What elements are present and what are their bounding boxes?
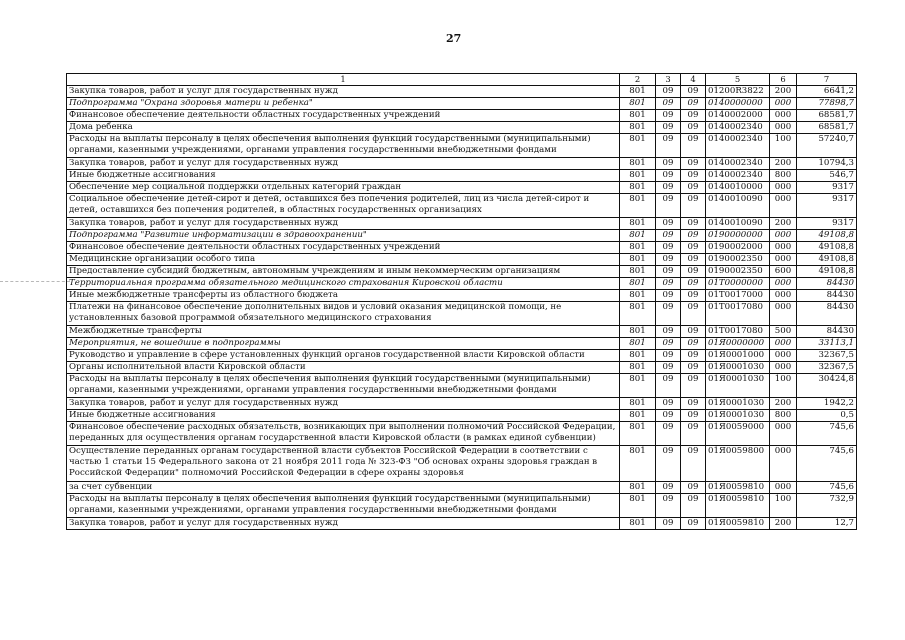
ministry-code-cell: 801 — [620, 254, 656, 266]
amount-cell: 30424,8 — [797, 374, 857, 398]
expenditure-name-cell: Подпрограмма "Развитие информатизации в здравоохранении" — [67, 230, 620, 242]
ministry-code-cell: 801 — [620, 98, 656, 110]
amount-cell: 84430 — [797, 278, 857, 290]
target-article-cell: 0190002350 — [706, 266, 770, 278]
ministry-code-cell: 801 — [620, 110, 656, 122]
expenditure-name-cell: Территориальная программа обязательного медицинского страхования Кировской области — [67, 278, 620, 290]
expenditure-name-cell: Предоставление субсидий бюджетным, автономным учреждениям и иным некоммерческим организациям — [67, 266, 620, 278]
subsection-code-cell: 09 — [681, 302, 706, 326]
section-code-cell: 09 — [656, 482, 681, 494]
section-code-cell: 09 — [656, 182, 681, 194]
subsection-code-cell: 09 — [681, 98, 706, 110]
table-row — [67, 242, 857, 254]
table-row — [67, 302, 857, 326]
subsection-code-cell: 09 — [681, 278, 706, 290]
section-code-cell: 09 — [656, 242, 681, 254]
section-code-cell: 09 — [656, 398, 681, 410]
subsection-code-cell: 09 — [681, 122, 706, 134]
expense-type-cell: 000 — [770, 110, 797, 122]
ministry-code-cell: 801 — [620, 518, 656, 530]
table-row — [67, 518, 857, 530]
amount-cell: 1942,2 — [797, 398, 857, 410]
subsection-code-cell: 09 — [681, 110, 706, 122]
amount-cell: 32367,5 — [797, 362, 857, 374]
section-code-cell: 09 — [656, 86, 681, 98]
ministry-code-cell: 801 — [620, 350, 656, 362]
expenditure-name-cell: Межбюджетные трансферты — [67, 326, 620, 338]
expenditure-name-cell: Финансовое обеспечение деятельности областных государственных учреждений — [67, 110, 620, 122]
table-row — [67, 266, 857, 278]
target-article-cell: 01200R3822 — [706, 86, 770, 98]
target-article-cell: 0140002340 — [706, 134, 770, 158]
expenditure-name-cell: Закупка товаров, работ и услуг для государственных нужд — [67, 158, 620, 170]
target-article-cell: 0140002340 — [706, 122, 770, 134]
section-code-cell: 09 — [656, 218, 681, 230]
subsection-code-cell: 09 — [681, 230, 706, 242]
expenditure-name-cell: Мероприятия, не вошедшие в подпрограммы — [67, 338, 620, 350]
ministry-code-cell: 801 — [620, 374, 656, 398]
expenditure-name-cell: Закупка товаров, работ и услуг для государственных нужд — [67, 218, 620, 230]
section-code-cell: 09 — [656, 170, 681, 182]
ministry-code-cell: 801 — [620, 170, 656, 182]
amount-cell: 57240,7 — [797, 134, 857, 158]
expenditure-name-cell: Иные межбюджетные трансферты из областного бюджета — [67, 290, 620, 302]
expenditure-name-cell: Расходы на выплаты персоналу в целях обеспечения выполнения функций государственными (муниципальными) органами, казенными учреждениями, органами управления государственными внебюджетными фондами — [67, 134, 620, 158]
section-code-cell: 09 — [656, 518, 681, 530]
ministry-code-cell: 801 — [620, 494, 656, 518]
ministry-code-cell: 801 — [620, 290, 656, 302]
expenditure-name-cell: Закупка товаров, работ и услуг для государственных нужд — [67, 86, 620, 98]
expenditure-name-cell: Финансовое обеспечение деятельности областных государственных учреждений — [67, 242, 620, 254]
table-row — [67, 182, 857, 194]
table-row — [67, 338, 857, 350]
ministry-code-cell: 801 — [620, 242, 656, 254]
subsection-code-cell: 09 — [681, 218, 706, 230]
amount-cell: 33113,1 — [797, 338, 857, 350]
amount-cell: 9317 — [797, 194, 857, 218]
target-article-cell: 0140002340 — [706, 158, 770, 170]
table-row — [67, 122, 857, 134]
ministry-code-cell: 801 — [620, 194, 656, 218]
section-code-cell: 09 — [656, 110, 681, 122]
amount-cell: 546,7 — [797, 170, 857, 182]
amount-cell: 49108,8 — [797, 242, 857, 254]
table-row — [67, 158, 857, 170]
ministry-code-cell: 801 — [620, 362, 656, 374]
section-code-cell: 09 — [656, 350, 681, 362]
column-header-4: 4 — [681, 74, 706, 86]
expenditure-name-cell: Обеспечение мер социальной поддержки отдельных категорий граждан — [67, 182, 620, 194]
amount-cell: 68581,7 — [797, 122, 857, 134]
expenditure-name-cell: Руководство и управление в сфере установленных функций органов государственной власти Кировской области — [67, 350, 620, 362]
target-article-cell: 01Я0001030 — [706, 398, 770, 410]
expenditure-name-cell: Расходы на выплаты персоналу в целях обеспечения выполнения функций государственными (муниципальными) органами, казенными учреждениями, органами управления государственными внебюджетными фондами — [67, 374, 620, 398]
expense-type-cell: 000 — [770, 446, 797, 482]
expenditure-name-cell: Иные бюджетные ассигнования — [67, 170, 620, 182]
expense-type-cell: 600 — [770, 266, 797, 278]
amount-cell: 9317 — [797, 182, 857, 194]
column-header-3: 3 — [656, 74, 681, 86]
target-article-cell: 0190002350 — [706, 254, 770, 266]
amount-cell: 77898,7 — [797, 98, 857, 110]
ministry-code-cell: 801 — [620, 278, 656, 290]
section-code-cell: 09 — [656, 422, 681, 446]
target-article-cell: 01Я0001030 — [706, 374, 770, 398]
amount-cell: 84430 — [797, 290, 857, 302]
ministry-code-cell: 801 — [620, 338, 656, 350]
expense-type-cell: 000 — [770, 350, 797, 362]
table-row — [67, 110, 857, 122]
amount-cell: 49108,8 — [797, 230, 857, 242]
section-code-cell: 09 — [656, 230, 681, 242]
subsection-code-cell: 09 — [681, 338, 706, 350]
subsection-code-cell: 09 — [681, 362, 706, 374]
expense-type-cell: 000 — [770, 194, 797, 218]
expense-type-cell: 100 — [770, 134, 797, 158]
table-row — [67, 86, 857, 98]
expense-type-cell: 000 — [770, 338, 797, 350]
expense-type-cell: 000 — [770, 230, 797, 242]
expense-type-cell: 200 — [770, 518, 797, 530]
target-article-cell: 0140002000 — [706, 110, 770, 122]
ministry-code-cell: 801 — [620, 410, 656, 422]
subsection-code-cell: 09 — [681, 350, 706, 362]
subsection-code-cell: 09 — [681, 446, 706, 482]
subsection-code-cell: 09 — [681, 242, 706, 254]
column-header-1: 1 — [67, 74, 620, 86]
expenditure-name-cell: Подпрограмма "Охрана здоровья матери и ребенка" — [67, 98, 620, 110]
target-article-cell: 0190000000 — [706, 230, 770, 242]
target-article-cell: 0190002000 — [706, 242, 770, 254]
target-article-cell: 01T0017080 — [706, 302, 770, 326]
expense-type-cell: 000 — [770, 242, 797, 254]
table-row — [67, 326, 857, 338]
target-article-cell: 01Я0059000 — [706, 422, 770, 446]
column-header-7: 7 — [797, 74, 857, 86]
expense-type-cell: 800 — [770, 410, 797, 422]
expenditure-name-cell: Органы исполнительной власти Кировской области — [67, 362, 620, 374]
amount-cell: 745,6 — [797, 482, 857, 494]
target-article-cell: 01Я0001000 — [706, 350, 770, 362]
subsection-code-cell: 09 — [681, 266, 706, 278]
subsection-code-cell: 09 — [681, 182, 706, 194]
expense-type-cell: 000 — [770, 362, 797, 374]
table-row — [67, 134, 857, 158]
table-row — [67, 278, 857, 290]
expenditure-name-cell: за счет субвенции — [67, 482, 620, 494]
section-code-cell: 09 — [656, 362, 681, 374]
table-row — [67, 350, 857, 362]
expense-type-cell: 000 — [770, 422, 797, 446]
section-code-cell: 09 — [656, 446, 681, 482]
column-header-5: 5 — [706, 74, 770, 86]
section-code-cell: 09 — [656, 122, 681, 134]
amount-cell: 9317 — [797, 218, 857, 230]
section-code-cell: 09 — [656, 278, 681, 290]
ministry-code-cell: 801 — [620, 422, 656, 446]
amount-cell: 49108,8 — [797, 254, 857, 266]
page-number: 27 — [446, 32, 462, 45]
scan-artifact-line — [0, 281, 70, 282]
target-article-cell: 01T0000000 — [706, 278, 770, 290]
table-header-row — [67, 74, 857, 86]
target-article-cell: 0140010090 — [706, 194, 770, 218]
target-article-cell: 0140010090 — [706, 218, 770, 230]
amount-cell: 0,5 — [797, 410, 857, 422]
expenditure-name-cell: Дома ребенка — [67, 122, 620, 134]
table-row — [67, 254, 857, 266]
ministry-code-cell: 801 — [620, 326, 656, 338]
table-row — [67, 170, 857, 182]
amount-cell: 49108,8 — [797, 266, 857, 278]
table-row — [67, 446, 857, 482]
subsection-code-cell: 09 — [681, 134, 706, 158]
section-code-cell: 09 — [656, 134, 681, 158]
target-article-cell: 01T0017080 — [706, 326, 770, 338]
expense-type-cell: 100 — [770, 494, 797, 518]
ministry-code-cell: 801 — [620, 182, 656, 194]
expense-type-cell: 000 — [770, 302, 797, 326]
expense-type-cell: 800 — [770, 170, 797, 182]
amount-cell: 6641,2 — [797, 86, 857, 98]
target-article-cell: 01Я0000000 — [706, 338, 770, 350]
section-code-cell: 09 — [656, 194, 681, 218]
ministry-code-cell: 801 — [620, 302, 656, 326]
subsection-code-cell: 09 — [681, 482, 706, 494]
subsection-code-cell: 09 — [681, 290, 706, 302]
expense-type-cell: 200 — [770, 398, 797, 410]
table-row — [67, 374, 857, 398]
section-code-cell: 09 — [656, 338, 681, 350]
amount-cell: 745,6 — [797, 422, 857, 446]
expenditure-name-cell: Осуществление переданных органам государственной власти субъектов Российской Федерации в соответствии с частью 1 статьи 15 Федерального закона от 21 ноября 2011 года № 323-ФЗ "Об основах охраны здоровья граждан в Российской Федерации" полномочий Российской Федерации в сфере охраны здоровья — [67, 446, 620, 482]
expense-type-cell: 200 — [770, 218, 797, 230]
expenditure-name-cell: Социальное обеспечение детей-сирот и детей, оставшихся без попечения родителей, лиц из числа детей-сирот и детей, оставшихся без попечения родителей, в областных государственных организациях — [67, 194, 620, 218]
section-code-cell: 09 — [656, 290, 681, 302]
section-code-cell: 09 — [656, 266, 681, 278]
amount-cell: 68581,7 — [797, 110, 857, 122]
ministry-code-cell: 801 — [620, 398, 656, 410]
ministry-code-cell: 801 — [620, 86, 656, 98]
amount-cell: 732,9 — [797, 494, 857, 518]
subsection-code-cell: 09 — [681, 410, 706, 422]
target-article-cell: 0140002340 — [706, 170, 770, 182]
table-row — [67, 494, 857, 518]
section-code-cell: 09 — [656, 374, 681, 398]
expenditure-name-cell: Платежи на финансовое обеспечение дополнительных видов и условий оказания медицинской помощи, не установленных базовой программой обязательного медицинского страхования — [67, 302, 620, 326]
ministry-code-cell: 801 — [620, 230, 656, 242]
table-row — [67, 410, 857, 422]
section-code-cell: 09 — [656, 494, 681, 518]
table-row — [67, 398, 857, 410]
ministry-code-cell: 801 — [620, 122, 656, 134]
column-header-6: 6 — [770, 74, 797, 86]
amount-cell: 84430 — [797, 326, 857, 338]
table-row — [67, 290, 857, 302]
subsection-code-cell: 09 — [681, 374, 706, 398]
target-article-cell: 01T0017000 — [706, 290, 770, 302]
subsection-code-cell: 09 — [681, 422, 706, 446]
amount-cell: 84430 — [797, 302, 857, 326]
expenditure-name-cell: Медицинские организации особого типа — [67, 254, 620, 266]
target-article-cell: 0140010000 — [706, 182, 770, 194]
table-row — [67, 362, 857, 374]
expense-type-cell: 000 — [770, 98, 797, 110]
subsection-code-cell: 09 — [681, 86, 706, 98]
expenditure-name-cell: Иные бюджетные ассигнования — [67, 410, 620, 422]
ministry-code-cell: 801 — [620, 446, 656, 482]
table-row — [67, 230, 857, 242]
section-code-cell: 09 — [656, 410, 681, 422]
column-header-2: 2 — [620, 74, 656, 86]
expense-type-cell: 000 — [770, 290, 797, 302]
ministry-code-cell: 801 — [620, 134, 656, 158]
expense-type-cell: 000 — [770, 254, 797, 266]
expense-type-cell: 000 — [770, 482, 797, 494]
expense-type-cell: 500 — [770, 326, 797, 338]
section-code-cell: 09 — [656, 254, 681, 266]
table-row — [67, 482, 857, 494]
target-article-cell: 01Я0059810 — [706, 518, 770, 530]
expense-type-cell: 000 — [770, 278, 797, 290]
subsection-code-cell: 09 — [681, 398, 706, 410]
subsection-code-cell: 09 — [681, 494, 706, 518]
subsection-code-cell: 09 — [681, 194, 706, 218]
table-row — [67, 218, 857, 230]
ministry-code-cell: 801 — [620, 482, 656, 494]
expense-type-cell: 200 — [770, 158, 797, 170]
table-row — [67, 194, 857, 218]
amount-cell: 10794,3 — [797, 158, 857, 170]
ministry-code-cell: 801 — [620, 218, 656, 230]
target-article-cell: 01Я0059810 — [706, 482, 770, 494]
target-article-cell: 01Я0001030 — [706, 410, 770, 422]
table-row — [67, 98, 857, 110]
subsection-code-cell: 09 — [681, 158, 706, 170]
amount-cell: 12,7 — [797, 518, 857, 530]
target-article-cell: 01Я0001030 — [706, 362, 770, 374]
amount-cell: 745,6 — [797, 446, 857, 482]
budget-table — [66, 73, 857, 530]
subsection-code-cell: 09 — [681, 170, 706, 182]
expense-type-cell: 000 — [770, 122, 797, 134]
expenditure-name-cell: Расходы на выплаты персоналу в целях обеспечения выполнения функций государственными (муниципальными) органами, казенными учреждениями, органами управления государственными внебюджетными фондами — [67, 494, 620, 518]
expenditure-name-cell: Финансовое обеспечение расходных обязательств, возникающих при выполнении полномочий Российской Федерации, переданных для осуществления органам государственной власти Кировской области (в рамках единой субвенции) — [67, 422, 620, 446]
table-body — [67, 86, 857, 530]
section-code-cell: 09 — [656, 326, 681, 338]
table-row — [67, 422, 857, 446]
expense-type-cell: 100 — [770, 374, 797, 398]
expenditure-name-cell: Закупка товаров, работ и услуг для государственных нужд — [67, 518, 620, 530]
subsection-code-cell: 09 — [681, 518, 706, 530]
target-article-cell: 01Я0059810 — [706, 494, 770, 518]
section-code-cell: 09 — [656, 158, 681, 170]
section-code-cell: 09 — [656, 98, 681, 110]
ministry-code-cell: 801 — [620, 266, 656, 278]
target-article-cell: 01Я0059800 — [706, 446, 770, 482]
section-code-cell: 09 — [656, 302, 681, 326]
ministry-code-cell: 801 — [620, 158, 656, 170]
amount-cell: 32367,5 — [797, 350, 857, 362]
subsection-code-cell: 09 — [681, 326, 706, 338]
subsection-code-cell: 09 — [681, 254, 706, 266]
target-article-cell: 0140000000 — [706, 98, 770, 110]
expenditure-name-cell: Закупка товаров, работ и услуг для государственных нужд — [67, 398, 620, 410]
expense-type-cell: 200 — [770, 86, 797, 98]
expense-type-cell: 000 — [770, 182, 797, 194]
